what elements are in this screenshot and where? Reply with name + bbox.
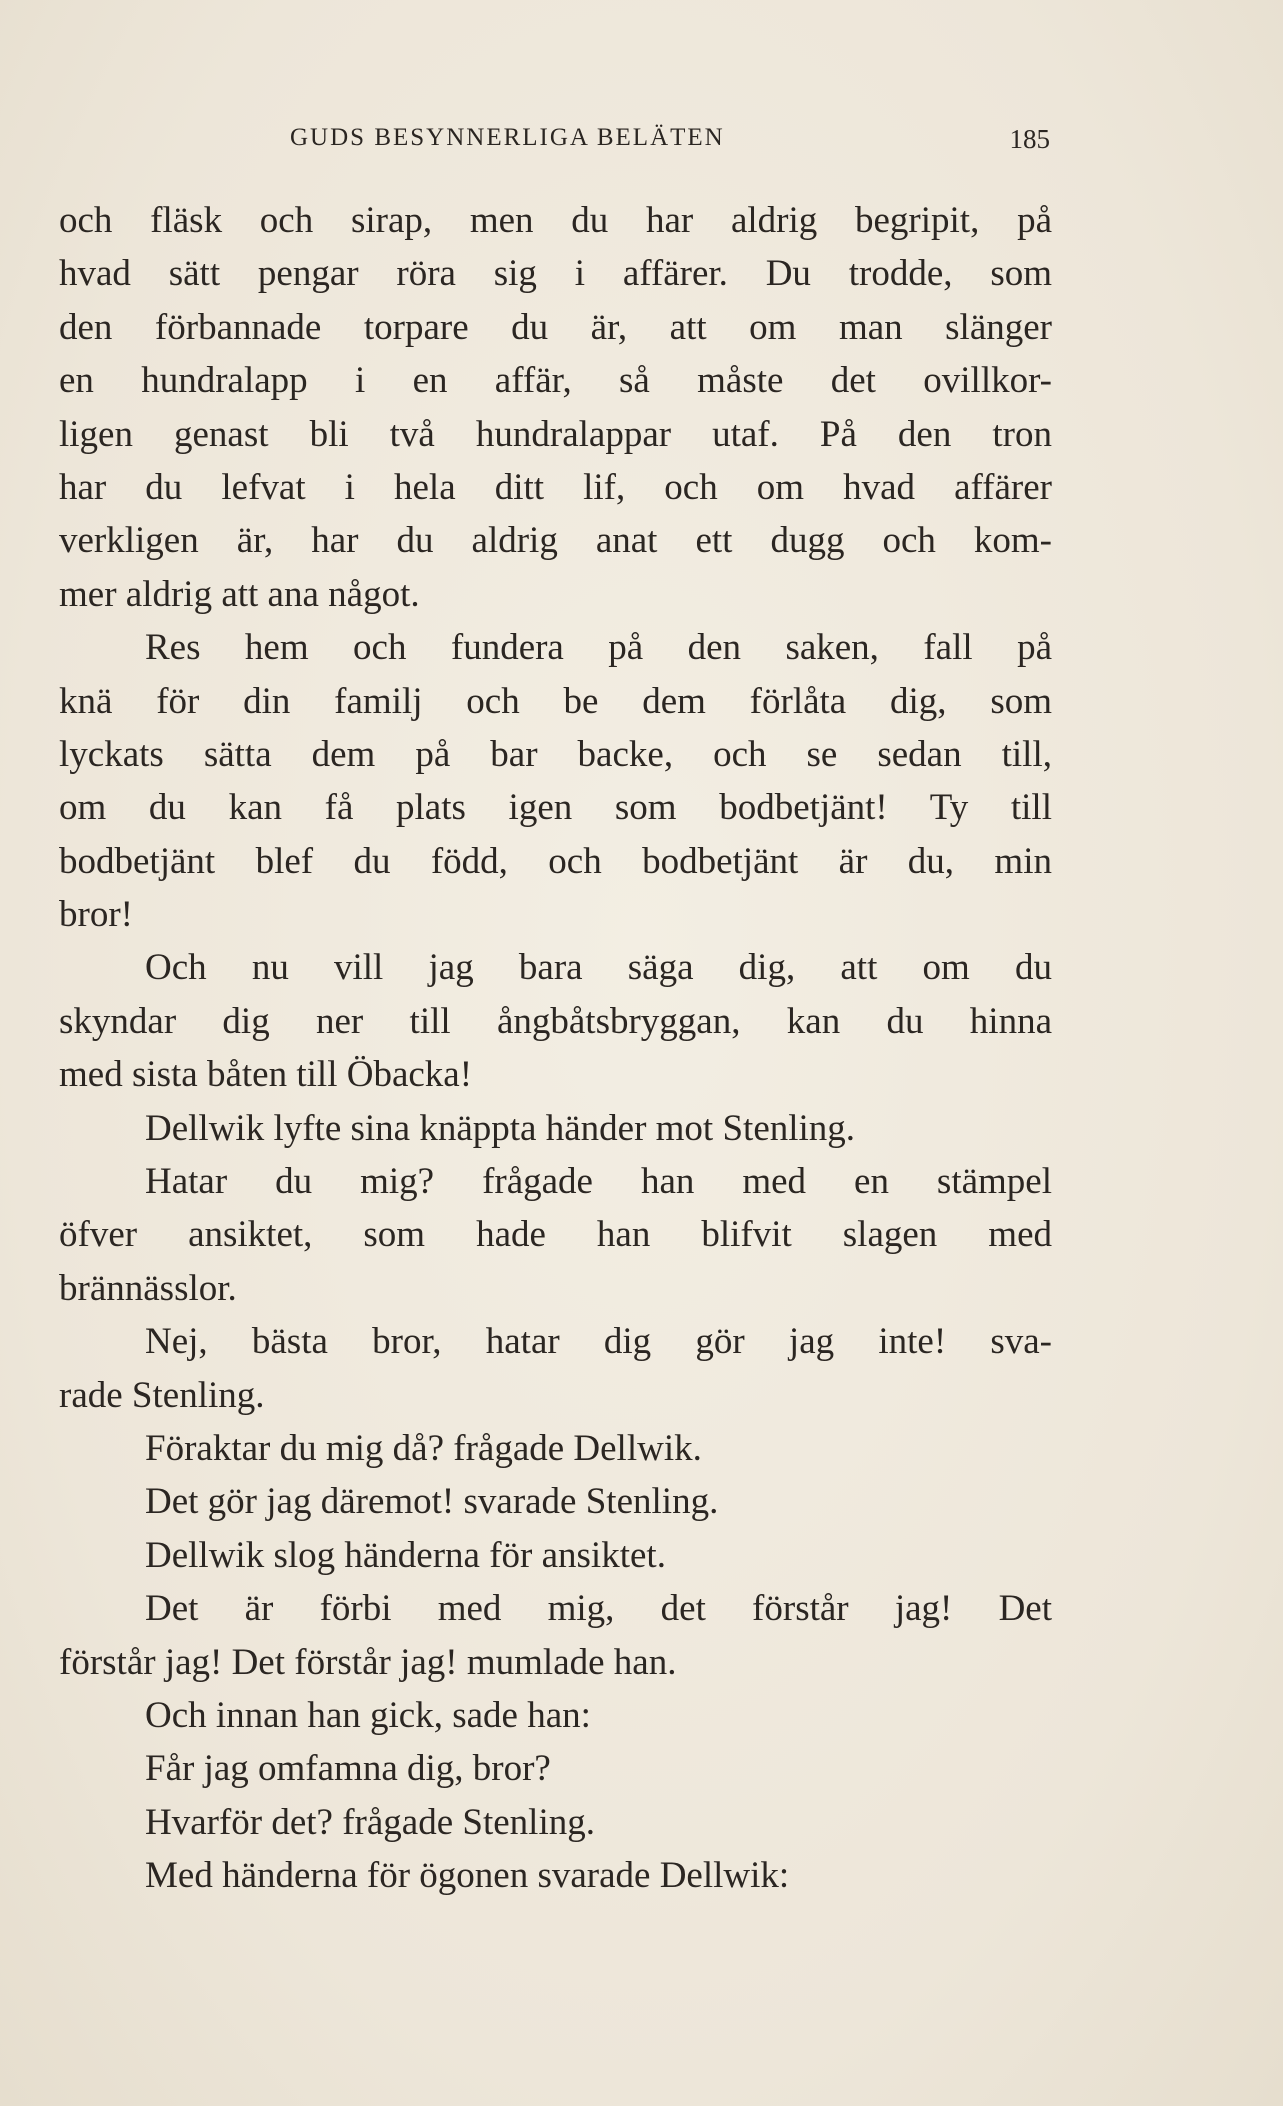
page-number: 185	[1009, 124, 1050, 154]
text-line: knä för din familj och be dem förlåta dig, som	[59, 680, 1052, 722]
text-line: Res hem och fundera på den saken, fall på	[145, 627, 1052, 669]
text-line: hvad sätt pengar röra sig i affärer. Du trodde, som	[59, 253, 1052, 295]
text-line: Det gör jag däremot! svarade Stenling.	[145, 1481, 719, 1523]
text-line: mer aldrig att ana något.	[59, 573, 420, 615]
text-line: brännässlor.	[59, 1267, 237, 1309]
body-text	[59, 194, 1052, 1903]
page-header	[290, 124, 1050, 160]
text-line: Nej, bästa bror, hatar dig gör jag inte! sva-	[145, 1321, 1052, 1363]
text-line: rade Stenling.	[59, 1374, 265, 1416]
text-line: öfver ansiktet, som hade han blifvit slagen med	[59, 1214, 1052, 1256]
text-line: Och nu vill jag bara säga dig, att om du	[145, 947, 1052, 989]
text-line: Dellwik slog händerna för ansiktet.	[145, 1534, 666, 1576]
running-title: GUDS BESYNNERLIGA BELÄTEN	[290, 124, 725, 151]
text-line: Och innan han gick, sade han:	[145, 1694, 591, 1736]
text-line: Det är förbi med mig, det förstår jag! Det	[145, 1588, 1052, 1630]
text-line: förstår jag! Det förstår jag! mumlade han.	[59, 1641, 677, 1683]
text-line: Får jag omfamna dig, bror?	[145, 1748, 551, 1790]
text-line: med sista båten till Öbacka!	[59, 1054, 473, 1096]
text-line: den förbannade torpare du är, att om man slänger	[59, 306, 1052, 348]
text-line: Med händerna för ögonen svarade Dellwik:	[145, 1855, 790, 1897]
text-line: verkligen är, har du aldrig anat ett dugg och kom-	[59, 520, 1052, 562]
text-line: har du lefvat i hela ditt lif, och om hvad affärer	[59, 466, 1052, 508]
text-line: bodbetjänt blef du född, och bodbetjänt är du, min	[59, 840, 1052, 882]
text-line: lyckats sätta dem på bar backe, och se sedan till,	[59, 733, 1052, 775]
text-line: en hundralapp i en affär, så måste det ovillkor-	[59, 360, 1052, 402]
text-line: Dellwik lyfte sina knäppta händer mot Stenling.	[145, 1107, 856, 1149]
text-line: och fläsk och sirap, men du har aldrig begripit, på	[59, 200, 1052, 241]
text-line: Hvarför det? frågade Stenling.	[145, 1801, 595, 1843]
text-line: bror!	[59, 894, 133, 936]
text-line: om du kan få plats igen som bodbetjänt! Ty till	[59, 787, 1052, 829]
text-line: Föraktar du mig då? frågade Dellwik.	[145, 1427, 702, 1469]
text-line: skyndar dig ner till ångbåtsbryggan, kan du hinna	[59, 1000, 1052, 1042]
text-line: ligen genast bli två hundralappar utaf. På den tron	[59, 413, 1052, 455]
text-line: Hatar du mig? frågade han med en stämpel	[145, 1161, 1052, 1203]
